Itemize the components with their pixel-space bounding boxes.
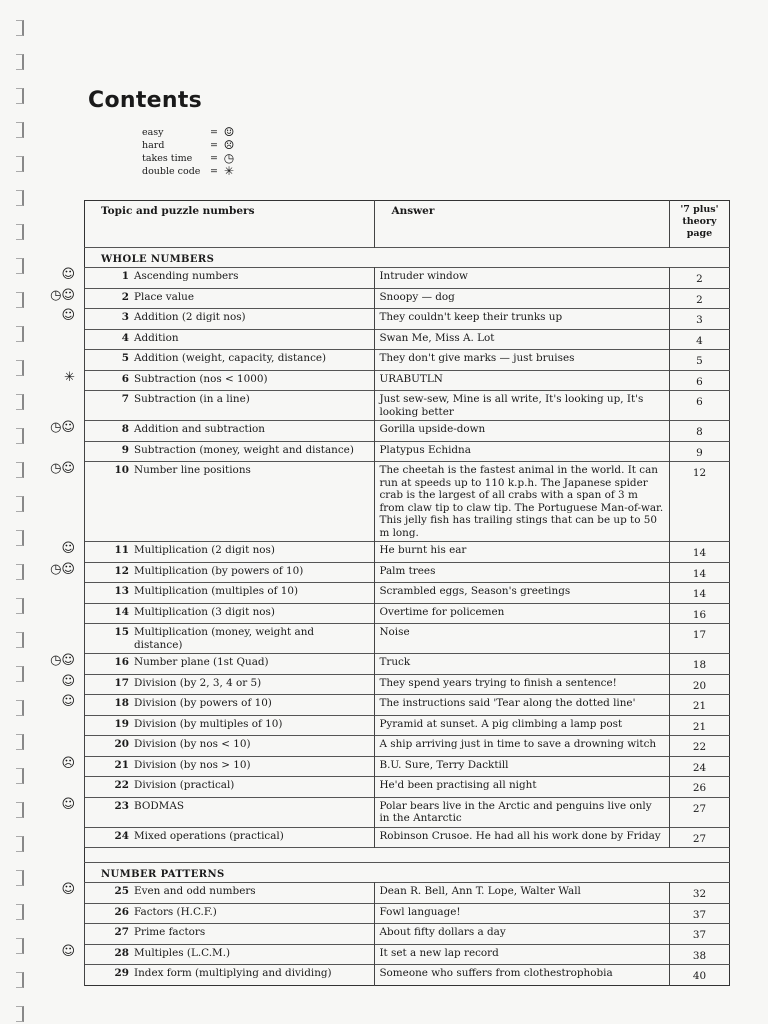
topic-cell (50, 461, 375, 542)
theory-page-cell: 16 (669, 603, 729, 624)
legend-row (142, 152, 236, 165)
binder-hole (16, 190, 24, 206)
theory-page-cell: 14 (669, 583, 729, 604)
binder-holes (0, 0, 48, 1024)
puzzle-number: 13 (114, 585, 129, 597)
topic-cell (50, 420, 375, 442)
puzzle-number: 2 (121, 290, 129, 303)
legend-label: double code (142, 166, 201, 177)
difficulty-legend (142, 126, 236, 178)
binder-hole (16, 530, 24, 546)
binder-hole (16, 360, 24, 376)
theory-page-cell: 37 (669, 903, 729, 924)
clock-icon: ◷ (223, 151, 235, 165)
section-heading: NUMBER PATTERNS (85, 863, 730, 883)
section-heading-row (85, 863, 730, 883)
topic-cell (85, 583, 375, 604)
answer-cell: Truck (375, 654, 669, 675)
table-row (85, 965, 730, 986)
answer-cell: They don't give marks — just bruises (375, 350, 669, 371)
topic-title: Division (by multiples of 10) (134, 717, 283, 730)
topic-title: Division (by nos < 10) (134, 738, 251, 750)
table-row (85, 329, 730, 350)
header-theory-page: '7 plus' theory page (680, 204, 719, 239)
topic-title: Addition and subtraction (134, 423, 265, 435)
theory-page-cell: 37 (669, 924, 729, 945)
topic-title: Subtraction (nos < 1000) (134, 372, 268, 385)
table-row (85, 695, 730, 716)
topic-cell (61, 541, 375, 563)
puzzle-number: 7 (121, 393, 129, 405)
difficulty-icons: ◷☺ (50, 561, 75, 577)
answer-cell: Pyramid at sunset. A pig climbing a lamp post (375, 715, 669, 736)
table-row (85, 715, 730, 736)
topic-cell (50, 287, 375, 309)
theory-page-cell: 2 (669, 268, 729, 289)
answer-cell: About fifty dollars a day (375, 924, 669, 945)
smiley-icon: ☺ (223, 125, 235, 139)
topic-title: Subtraction (money, weight and distance) (134, 443, 354, 456)
page-title: Contents (88, 88, 203, 113)
theory-page-cell: 22 (669, 736, 729, 757)
binder-hole (16, 598, 24, 614)
difficulty-icons: ☺ (61, 694, 75, 709)
puzzle-number: 28 (114, 946, 129, 959)
topic-title: Factors (H.C.F.) (134, 905, 217, 918)
puzzle-number: 17 (114, 676, 129, 689)
header-answer: Answer (375, 201, 669, 248)
puzzle-number: 18 (114, 697, 129, 709)
table-row (85, 309, 730, 330)
topic-title: Division (by 2, 3, 4 or 5) (134, 676, 262, 689)
difficulty-icons: ☺ (61, 882, 75, 897)
binder-hole (16, 496, 24, 512)
puzzle-number: 19 (114, 717, 129, 730)
binder-hole (16, 326, 24, 342)
theory-page-cell: 2 (669, 288, 729, 309)
section-gap (85, 848, 730, 863)
legend-equals: = (210, 127, 218, 138)
table-row (85, 288, 730, 309)
topic-cell (85, 715, 375, 736)
puzzle-number: 5 (121, 352, 129, 364)
difficulty-icons: ☺ (61, 541, 75, 556)
difficulty-icons: ◷☺ (50, 287, 75, 303)
puzzle-number: 8 (121, 423, 129, 435)
theory-page-cell: 6 (669, 391, 729, 421)
legend-label: easy (142, 127, 164, 138)
topic-cell (85, 391, 375, 421)
difficulty-icons: ☺ (61, 308, 75, 323)
topic-title: Multiplication (money, weight and distance) (134, 626, 315, 651)
binder-hole (16, 54, 24, 70)
answer-cell: Overtime for policemen (375, 603, 669, 624)
difficulty-icons: ✳ (64, 369, 75, 385)
theory-page-cell: 3 (669, 309, 729, 330)
topic-title: Addition (2 digit nos) (134, 311, 246, 323)
topic-title: Number line positions (134, 464, 251, 476)
binder-hole (16, 904, 24, 920)
topic-cell (61, 673, 375, 695)
contents-table (50, 200, 730, 986)
puzzle-number: 22 (114, 779, 129, 791)
answer-cell: Platypus Echidna (375, 441, 669, 462)
theory-page-cell: 32 (669, 883, 729, 904)
binder-hole (16, 1006, 24, 1022)
puzzle-number: 11 (114, 544, 129, 556)
topic-title: Prime factors (134, 926, 206, 938)
binder-hole (16, 802, 24, 818)
table-row (85, 944, 730, 965)
table-row (85, 391, 730, 421)
table-row (85, 736, 730, 757)
section-heading-row (85, 248, 730, 268)
topic-title: Multiplication (by powers of 10) (134, 564, 304, 577)
topic-title: Index form (multiplying and dividing) (134, 967, 332, 979)
table-row (85, 924, 730, 945)
binder-hole (16, 564, 24, 580)
topic-cell (61, 882, 375, 904)
topic-title: Subtraction (in a line) (134, 393, 250, 405)
topic-cell (85, 603, 375, 624)
topic-title: BODMAS (134, 799, 184, 812)
legend-label: takes time (142, 153, 193, 164)
answer-cell: Noise (375, 624, 669, 654)
table-row (85, 674, 730, 695)
answer-cell: Swan Me, Miss A. Lot (375, 329, 669, 350)
puzzle-number: 26 (114, 905, 129, 918)
binder-hole (16, 224, 24, 240)
topic-cell (61, 755, 375, 777)
table-row (85, 441, 730, 462)
table-row (85, 827, 730, 848)
theory-page-cell: 17 (669, 624, 729, 654)
answer-cell: B.U. Sure, Terry Dacktill (375, 756, 669, 777)
topic-title: Division (practical) (134, 779, 235, 791)
binder-hole (16, 768, 24, 784)
theory-page-cell: 5 (669, 350, 729, 371)
legend-row (142, 126, 236, 139)
binder-hole (16, 938, 24, 954)
answer-cell: The instructions said 'Tear along the dotted line' (375, 695, 669, 716)
theory-page-cell: 24 (669, 756, 729, 777)
answer-cell: He'd been practising all night (375, 777, 669, 798)
topic-title: Division (by nos > 10) (134, 758, 251, 771)
binder-hole (16, 292, 24, 308)
topic-title: Place value (134, 290, 195, 303)
puzzle-number: 1 (121, 270, 129, 282)
topic-cell (50, 653, 375, 675)
topic-cell (61, 796, 375, 827)
table-row (85, 462, 730, 542)
puzzle-number: 15 (114, 626, 129, 638)
answer-cell: They spend years trying to finish a sentence! (375, 674, 669, 695)
difficulty-icons: ☺ (61, 943, 75, 959)
difficulty-icons: ◷☺ (50, 653, 75, 668)
difficulty-icons: ☺ (61, 796, 75, 812)
topic-title: Multiplication (multiples of 10) (134, 585, 299, 597)
binder-hole (16, 156, 24, 172)
answer-cell: Dean R. Bell, Ann T. Lope, Walter Wall (375, 883, 669, 904)
answer-cell: Just sew-sew, Mine is all write, It's looking up, It's looking better (375, 391, 669, 421)
puzzle-number: 29 (114, 967, 129, 979)
section-heading: WHOLE NUMBERS (85, 248, 730, 268)
theory-page-cell: 38 (669, 944, 729, 965)
answer-cell: A ship arriving just in time to save a drowning witch (375, 736, 669, 757)
puzzle-number: 25 (114, 885, 129, 897)
difficulty-icons: ☺ (61, 673, 75, 689)
topic-cell (85, 736, 375, 757)
puzzle-number: 24 (114, 829, 129, 842)
answer-cell: Scrambled eggs, Season's greetings (375, 583, 669, 604)
puzzle-number: 16 (114, 656, 129, 668)
table-row (85, 542, 730, 563)
theory-page-cell: 6 (669, 370, 729, 391)
topic-cell (50, 561, 375, 583)
topic-cell (85, 441, 375, 462)
theory-page-cell: 14 (669, 542, 729, 563)
sad-face-icon: ☹ (223, 138, 235, 152)
asterisk-icon: ✳ (223, 164, 235, 178)
answer-cell: Fowl language! (375, 903, 669, 924)
topic-title: Mixed operations (practical) (134, 829, 284, 842)
difficulty-icons: ◷☺ (50, 420, 75, 435)
topic-cell (64, 369, 375, 391)
theory-page-cell: 4 (669, 329, 729, 350)
theory-page-cell: 26 (669, 777, 729, 798)
puzzle-number: 3 (121, 311, 129, 323)
binder-hole (16, 462, 24, 478)
legend-row (142, 139, 236, 152)
table-row (85, 268, 730, 289)
topic-cell (61, 267, 375, 289)
table-row (85, 421, 730, 442)
binder-hole (16, 870, 24, 886)
binder-hole (16, 632, 24, 648)
theory-page-cell: 40 (669, 965, 729, 986)
answer-cell: Palm trees (375, 562, 669, 583)
puzzle-number: 12 (114, 564, 129, 577)
binder-hole (16, 972, 24, 988)
topic-cell (85, 329, 375, 350)
theory-page-cell: 27 (669, 827, 729, 848)
topic-title: Even and odd numbers (134, 885, 256, 897)
answer-cell: He burnt his ear (375, 542, 669, 563)
difficulty-icons: ☺ (61, 267, 75, 282)
answer-cell: Polar bears live in the Arctic and penguins live only in the Antarctic (375, 797, 669, 827)
puzzle-number: 10 (114, 464, 129, 476)
topic-cell (85, 827, 375, 848)
answer-cell: Gorilla upside-down (375, 421, 669, 442)
difficulty-icons: ☹ (61, 755, 75, 771)
topic-title: Number plane (1st Quad) (134, 656, 269, 668)
table-row (85, 797, 730, 827)
puzzle-number: 20 (114, 738, 129, 750)
answer-cell: Robinson Crusoe. He had all his work done by Friday (375, 827, 669, 848)
binder-hole (16, 122, 24, 138)
topic-cell (61, 308, 375, 330)
legend-row (142, 165, 236, 178)
binder-hole (16, 20, 24, 36)
table-row (85, 624, 730, 654)
legend-equals: = (210, 140, 218, 151)
answer-cell: It set a new lap record (375, 944, 669, 965)
theory-page-cell: 27 (669, 797, 729, 827)
answer-cell: Someone who suffers from clothestrophobia (375, 965, 669, 986)
answer-cell: The cheetah is the fastest animal in the world. It can run at speeds up to 110 k.p.h. The Japanese spider crab is the largest of all crabs with a span of 3 m from claw tip to claw tip. The Portuguese Man-of-war. This jelly fish has trailing stings that can be up to 50 m long. (375, 462, 669, 542)
answer-cell: Intruder window (375, 268, 669, 289)
theory-page-cell: 18 (669, 654, 729, 675)
table-row (85, 883, 730, 904)
binder-hole (16, 836, 24, 852)
theory-page-cell: 9 (669, 441, 729, 462)
table-row (85, 903, 730, 924)
theory-page-cell: 20 (669, 674, 729, 695)
difficulty-icons: ◷☺ (50, 461, 75, 476)
topic-cell (61, 694, 375, 716)
legend-label: hard (142, 140, 165, 151)
topic-title: Addition (weight, capacity, distance) (134, 352, 327, 364)
binder-hole (16, 88, 24, 104)
answer-cell: Snoopy — dog (375, 288, 669, 309)
theory-page-cell: 8 (669, 421, 729, 442)
puzzle-number: 27 (114, 926, 129, 938)
topic-cell (85, 903, 375, 924)
binder-hole (16, 394, 24, 410)
puzzle-number: 21 (114, 758, 129, 771)
theory-page-cell: 21 (669, 695, 729, 716)
answer-cell: They couldn't keep their trunks up (375, 309, 669, 330)
theory-page-cell: 12 (669, 462, 729, 542)
table-row (85, 603, 730, 624)
topic-cell (85, 965, 375, 986)
puzzle-number: 4 (121, 331, 129, 344)
binder-hole (16, 666, 24, 682)
table-row (85, 350, 730, 371)
table-row (85, 777, 730, 798)
topic-title: Multiples (L.C.M.) (134, 946, 231, 959)
topic-title: Ascending numbers (134, 270, 239, 282)
header-topic: Topic and puzzle numbers (85, 201, 375, 248)
topic-cell (85, 624, 375, 654)
puzzle-number: 6 (121, 372, 129, 385)
table-row (85, 583, 730, 604)
table-row (85, 370, 730, 391)
binder-hole (16, 734, 24, 750)
topic-title: Multiplication (3 digit nos) (134, 605, 275, 618)
topic-cell (85, 924, 375, 945)
legend-equals: = (210, 153, 218, 164)
topic-cell (85, 777, 375, 798)
topic-cell (85, 350, 375, 371)
topic-title: Multiplication (2 digit nos) (134, 544, 275, 556)
topic-title: Division (by powers of 10) (134, 697, 272, 709)
topic-title: Addition (134, 331, 179, 344)
theory-page-cell: 14 (669, 562, 729, 583)
binder-hole (16, 700, 24, 716)
topic-cell (61, 943, 375, 965)
puzzle-number: 9 (121, 443, 129, 456)
table-row (85, 756, 730, 777)
binder-hole (16, 258, 24, 274)
table-row (85, 562, 730, 583)
legend-equals: = (210, 166, 218, 177)
table-row (85, 654, 730, 675)
binder-hole (16, 428, 24, 444)
puzzle-number: 14 (114, 605, 129, 618)
puzzle-number: 23 (114, 799, 129, 812)
theory-page-cell: 21 (669, 715, 729, 736)
answer-cell: URABUTLN (375, 370, 669, 391)
